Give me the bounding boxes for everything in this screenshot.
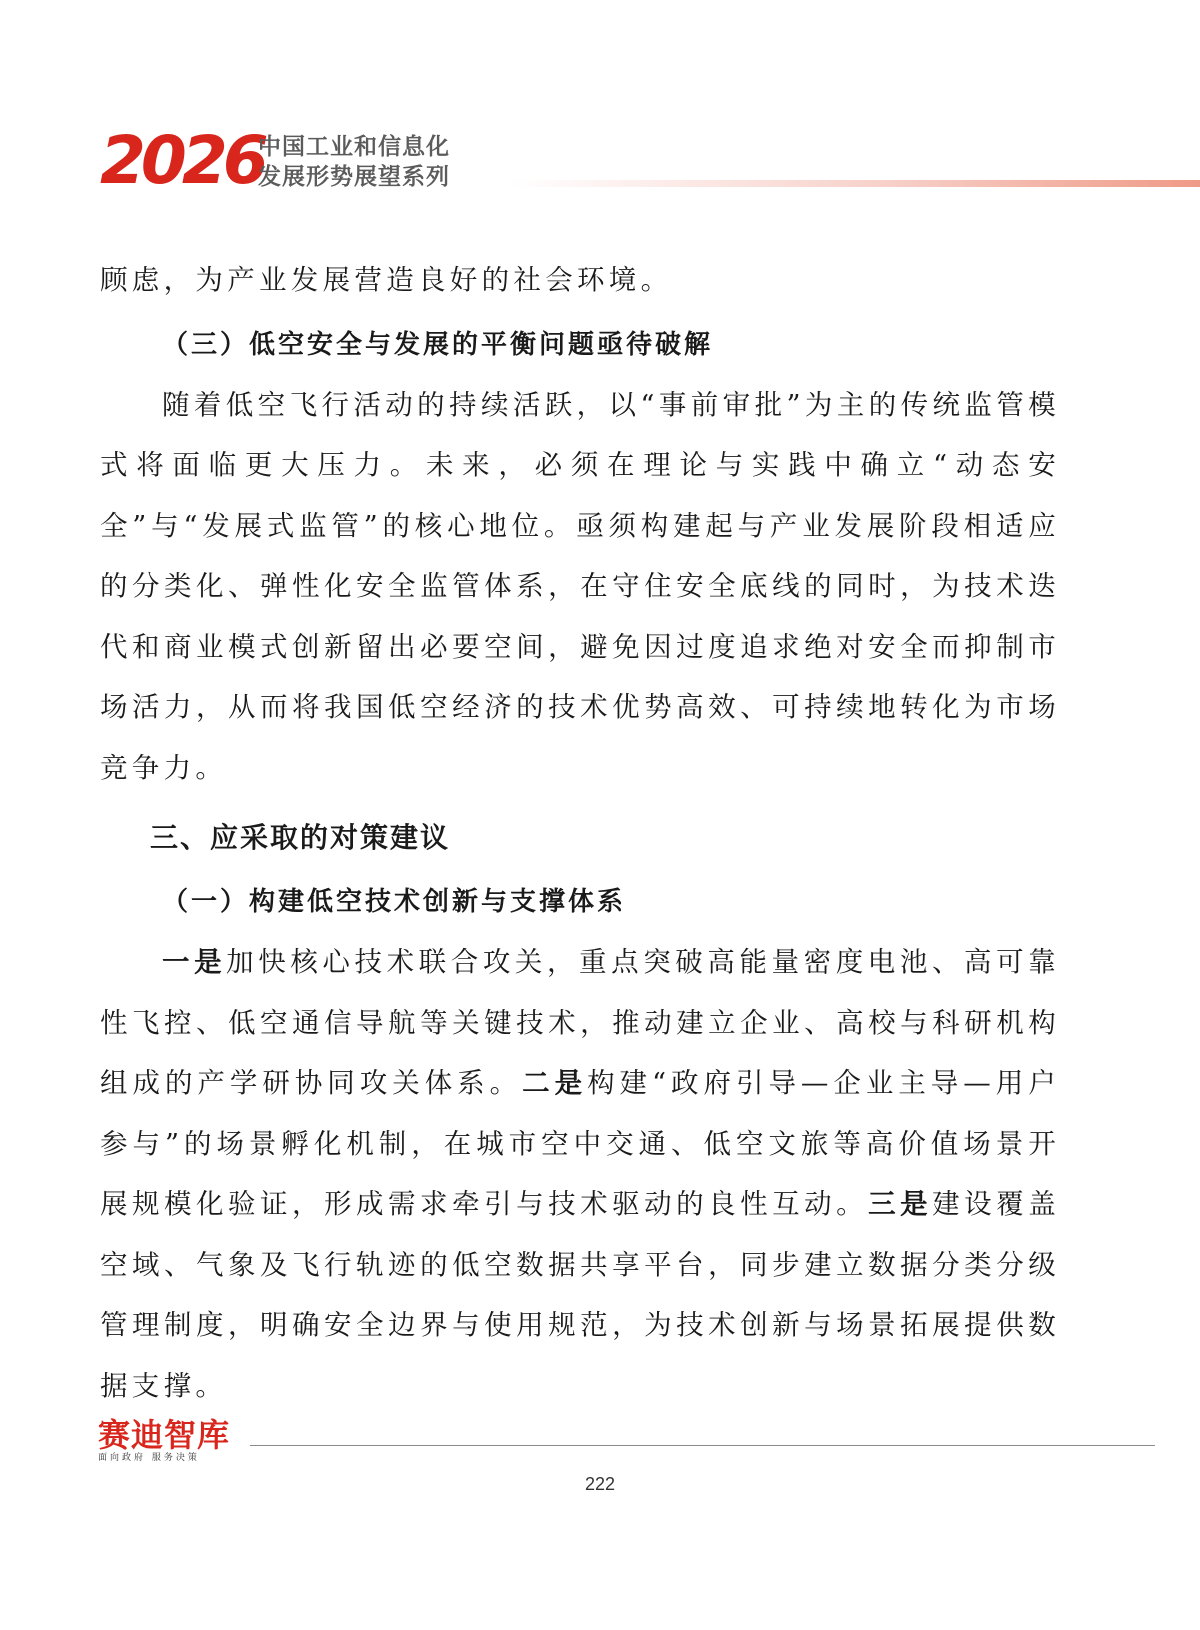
- page-number: 222: [584, 1474, 616, 1494]
- subheading-three: （三）低空安全与发展的平衡问题亟待破解: [162, 329, 714, 360]
- section-heading-countermeasures: 三、应采取的对策建议: [150, 821, 451, 854]
- footer-logo-tagline: 面向政府 服务决策: [98, 1453, 200, 1463]
- ccid-think-tank-logo: [98, 1418, 248, 1464]
- series-title-line1: 中国工业和信息化: [258, 134, 450, 160]
- lead-third: 三是: [868, 1188, 933, 1220]
- paragraph-measures: [100, 932, 1060, 1416]
- header-gradient-bar: [510, 180, 1200, 187]
- measure-third-text: 建设覆盖空域、气象及飞行轨迹的低空数据共享平台，同步建立数据分类分级管理制度，明确安全边界与使用规范，为技术创新与场景拓展提供数据支撑。: [100, 1188, 1060, 1402]
- measure-first-text: 加快核心技术联合攻关，重点突破高能量密度电池、高可靠性飞控、低空通信导航等关键技术，推动建立企业、高校与科研机构组成的产学研协同攻关体系。: [100, 946, 1060, 1099]
- series-logo-year: 2026: [100, 122, 264, 199]
- measure-second-text: 构建“政府引导—企业主导—用户参与”的场景孵化机制，在城市空中交通、低空文旅等高价值场景开展规模化验证，形成需求牵引与技术驱动的良性互动。: [100, 1067, 1060, 1220]
- paragraph-balance: 随着低空飞行活动的持续活跃，以“事前审批”为主的传统监管模式将面临更大压力。未来，必须在理论与实践中确立“动态安全”与“发展式监管”的核心地位。亟须构建起与产业发展阶段相适应的分类化、弹性化安全监管体系，在守住安全底线的同时，为技术迭代和商业模式创新留出必要空间，避免因过度追求绝对安全而抑制市场活力，从而将我国低空经济的技术优势高效、可持续地转化为市场竞争力。: [100, 388, 1060, 784]
- page-body: [100, 250, 1060, 1416]
- footer-divider: [250, 1445, 1155, 1446]
- lead-second: 二是: [522, 1067, 588, 1099]
- series-title-line2: 发展形势展望系列: [258, 164, 450, 190]
- lead-first: 一是: [162, 946, 227, 978]
- paragraph-continuation: 顾虑，为产业发展营造良好的社会环境。: [100, 264, 673, 296]
- subheading-one: （一）构建低空技术创新与支撑体系: [162, 887, 627, 917]
- footer-logo-name: 赛迪智库: [98, 1416, 231, 1454]
- page-header: [100, 122, 1200, 202]
- series-title: [258, 132, 450, 192]
